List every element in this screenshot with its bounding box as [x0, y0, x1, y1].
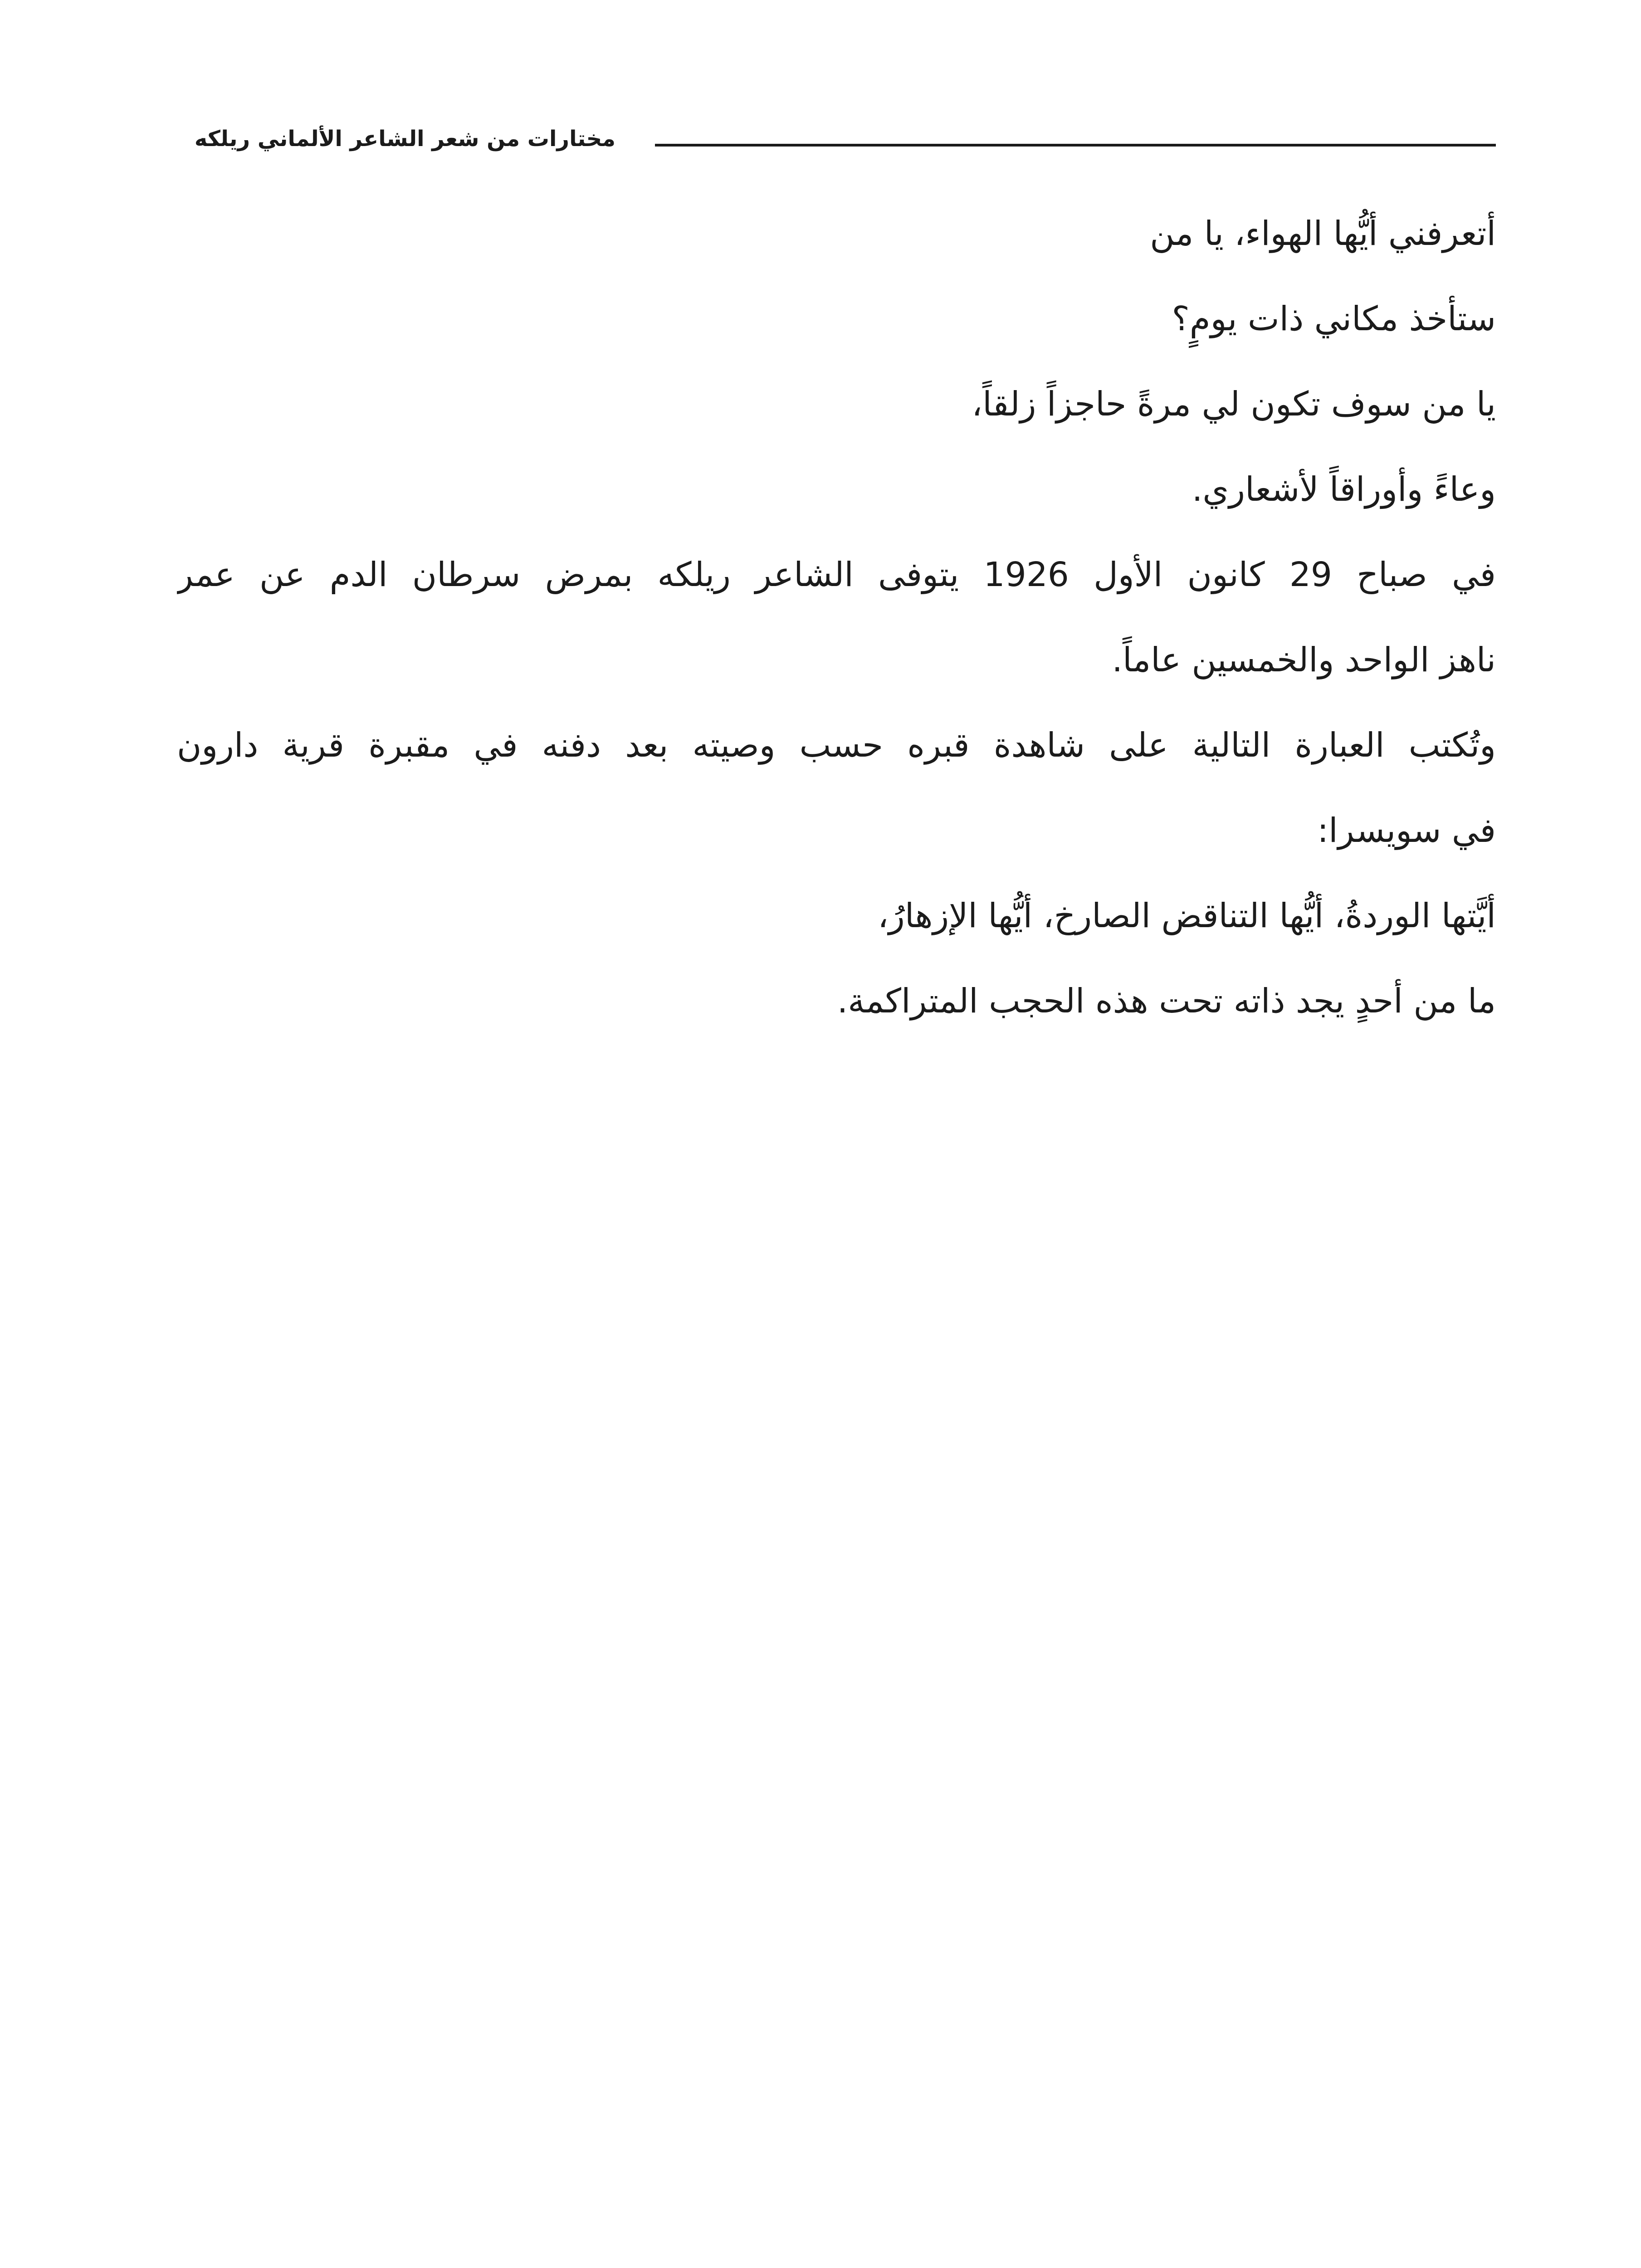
poem-line: وعاءً وأوراقاً لأشعاري.: [1192, 470, 1496, 509]
epitaph-line: أيَّتها الوردةُ، أيُّها التناقض الصارخ، أيُّها الإزهارُ،: [878, 896, 1496, 935]
body-text: [177, 191, 1496, 1044]
death-note-line: في صباح 29 كانون الأول 1926 يتوفى الشاعر ريلكه بمرض سرطان الدم عن عمر: [177, 555, 1496, 594]
poem-line: يا من سوف تكون لي مرةً حاجزاً زلقاً،: [972, 385, 1496, 424]
epitaph-line: ما من أحدٍ يجد ذاته تحت هذه الحجب المتراكمة.: [837, 982, 1496, 1021]
header-rule: [655, 144, 1496, 147]
epitaph-intro-line: في سويسرا:: [1317, 811, 1496, 850]
death-note-line: ناهز الواحد والخمسين عاماً.: [1112, 640, 1496, 679]
poem-line: أتعرفني أيُّها الهواء، يا من: [1150, 214, 1496, 253]
epitaph-intro-line: وتُكتب العبارة التالية على شاهدة قبره حسب وصيته بعد دفنه في مقبرة قرية دارون: [177, 726, 1496, 765]
poem-line: ستأخذ مكاني ذات يومٍ؟: [1172, 299, 1496, 338]
running-header-title: مختارات من شعر الشاعر الألماني ريلكه: [194, 126, 615, 152]
